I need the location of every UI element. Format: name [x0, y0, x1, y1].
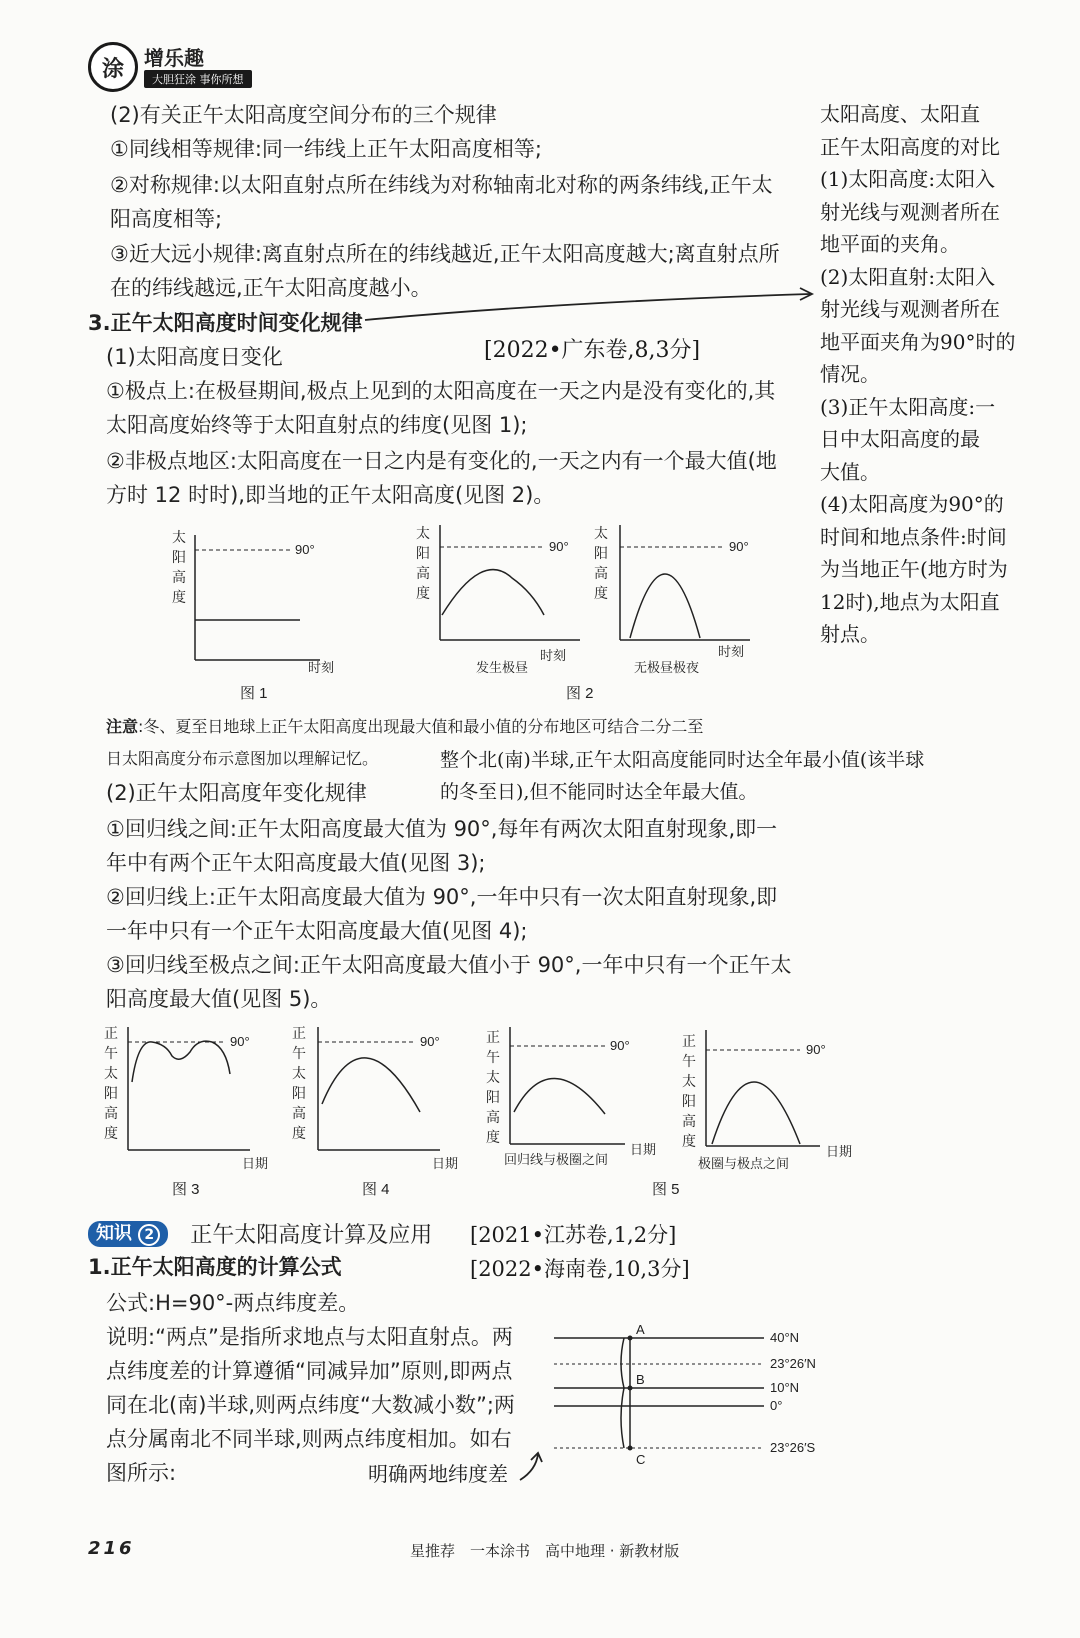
- knowledge-badge-label: 知识: [96, 1222, 132, 1244]
- x-label: 时刻: [718, 644, 745, 659]
- knowledge-badge: [88, 1221, 168, 1247]
- y-label-char: 高: [416, 565, 430, 581]
- formula-text: 公式:H=90°-两点纬度差。: [106, 1291, 360, 1315]
- sub-label-arctic-pole: 极圈与极点之间: [698, 1156, 790, 1171]
- rule-3-line-1: ③近大远小规律:离直射点所在的纬线越近,正午太阳高度越大;离直射点所: [110, 242, 780, 266]
- sun-height-curve: [442, 570, 544, 615]
- ref-90-label: 90°: [230, 1034, 250, 1049]
- point-C: [628, 1446, 633, 1451]
- figure-5b: [682, 1030, 852, 1171]
- exam-note-jiangsu: [2021•江苏卷,1,2分]: [470, 1223, 677, 1247]
- note-line-1: [106, 712, 703, 742]
- explain-line-3: 同在北(南)半球,则两点纬度“大数减小数”;两: [106, 1393, 515, 1417]
- daily-p1-line-2: 太阳高度始终等于太阳直射点的纬度(见图 1);: [106, 413, 528, 437]
- margin-note-line: 太阳高度、太阳直: [820, 102, 980, 126]
- lat-label-tropic-capricorn: 23°26′S: [770, 1440, 816, 1455]
- footer-book-title: 星推荐 一本涂书 高中地理 · 新教材版: [410, 1542, 680, 1560]
- label-C: C: [636, 1452, 646, 1467]
- explain-line-2: 点纬度差的计算遵循“同减异加”原则,即两点: [106, 1359, 513, 1383]
- handwritten-latitude-note: 明确两地纬度差: [368, 1462, 508, 1486]
- figure-2b: [594, 525, 750, 675]
- y-label-char: 正: [682, 1033, 696, 1049]
- handwritten-arrow: [516, 1450, 546, 1490]
- section-a-title: (2)有关正午太阳高度空间分布的三个规律: [110, 103, 497, 127]
- y-label-char: 午: [682, 1053, 696, 1069]
- bracket-B-C: [621, 1388, 624, 1448]
- y-label-char: 阳: [172, 549, 186, 565]
- margin-note-line: (1)太阳高度:太阳入: [820, 167, 996, 191]
- annual-a2-line-1: ②回归线上:正午太阳高度最大值为 90°,一年中只有一次太阳直射现象,即: [106, 885, 778, 909]
- y-label-char: 阳: [292, 1085, 306, 1101]
- y-label-char: 阳: [486, 1089, 500, 1105]
- annual-a1-line-2: 年中有两个正午太阳高度最大值(见图 3);: [106, 851, 486, 875]
- sun-height-curve: [322, 1058, 420, 1112]
- caption-figure-3: 图 3: [172, 1181, 200, 1198]
- daily-figures: [160, 520, 780, 710]
- daily-p2-line-2: 方时 12 时时),即当地的正午太阳高度(见图 2)。: [106, 483, 555, 507]
- calc-formula-title: 1.正午太阳高度的计算公式: [88, 1255, 342, 1279]
- annual-title: (2)正午太阳高度年变化规律: [106, 781, 367, 805]
- x-label: 日期: [432, 1156, 459, 1171]
- sun-height-curve: [712, 1082, 800, 1144]
- note-handwritten-2: 的冬至日),但不能同时达全年最大值。: [440, 781, 758, 803]
- margin-note-line: 地平面的夹角。: [820, 232, 960, 256]
- note-text-1: :冬、夏至日地球上正午太阳高度出现最大值和最小值的分布地区可结合二分二至: [138, 717, 704, 736]
- figure-2a: [416, 525, 580, 675]
- caption-figure-5: 图 5: [652, 1181, 680, 1198]
- y-label-char: 太: [292, 1065, 306, 1081]
- daily-p1-line-1: ①极点上:在极昼期间,极点上见到的太阳高度在一天之内是没有变化的,其: [106, 379, 776, 403]
- exam-note-guangdong: [2022•广东卷,8,3分]: [484, 338, 701, 363]
- rule-3-line-2: 在的纬线越远,正午太阳高度越小。: [110, 276, 432, 300]
- y-label-char: 度: [292, 1125, 306, 1141]
- ref-90-label: 90°: [295, 542, 315, 557]
- margin-note-line: 射光线与观测者所在: [820, 297, 1000, 321]
- margin-note-line: (4)太阳高度为90°的: [820, 492, 1004, 516]
- logo-icon: [88, 42, 138, 92]
- ref-90-label: 90°: [549, 539, 569, 554]
- x-label: 时刻: [308, 660, 335, 675]
- margin-note-line: 日中太阳高度的最: [820, 427, 980, 451]
- rule-2-line-1: ②对称规律:以太阳直射点所在纬线为对称轴南北对称的两条纬线,正午太: [110, 173, 773, 197]
- knowledge-2-title: 正午太阳高度计算及应用: [190, 1223, 433, 1248]
- lat-label-40N: 40°N: [770, 1330, 800, 1345]
- margin-note-line: 地平面夹角为90°时的: [820, 329, 1016, 354]
- lat-label-equator: 0°: [770, 1398, 783, 1413]
- y-label-char: 太: [682, 1073, 696, 1089]
- annual-a3-line-2: 阳高度最大值(见图 5)。: [106, 987, 332, 1011]
- sub-label-tropic-arctic: 回归线与极圈之间: [504, 1152, 609, 1167]
- logo-char: 涂: [101, 56, 124, 82]
- sub-label-polar-day: 发生极昼: [476, 660, 529, 675]
- note-handwritten-1: 整个北(南)半球,正午太阳高度能同时达全年最小值(该半球: [440, 749, 925, 771]
- daily-p2-line-1: ②非极点地区:太阳高度在一日之内是有变化的,一天之内有一个最大值(地: [106, 449, 777, 473]
- y-label-char: 午: [104, 1045, 118, 1061]
- y-label-char: 午: [292, 1045, 306, 1061]
- y-label-char: 度: [594, 585, 608, 601]
- margin-note-line: 为当地正午(地方时为: [820, 557, 1008, 581]
- y-label-char: 正: [292, 1025, 306, 1041]
- y-label-char: 太: [416, 525, 430, 541]
- annual-figures: [100, 1022, 880, 1207]
- y-label-char: 阳: [594, 545, 608, 561]
- label-A: A: [636, 1322, 645, 1337]
- annual-a3-line-1: ③回归线至极点之间:正午太阳高度最大值小于 90°,一年中只有一个正午太: [106, 953, 792, 977]
- figure-1: [172, 529, 334, 675]
- note-line-2: 日太阳高度分布示意图加以理解记忆。: [106, 749, 379, 768]
- x-label: 时刻: [540, 648, 567, 663]
- rule-1: ①同线相等规律:同一纬线上正午太阳高度相等;: [110, 137, 542, 161]
- annual-a1-line-1: ①回归线之间:正午太阳高度最大值为 90°,每年有两次太阳直射现象,即一: [106, 817, 778, 841]
- exam-note-hainan: [2022•海南卷,10,3分]: [470, 1257, 690, 1281]
- bracket-A-B: [621, 1338, 624, 1388]
- margin-note-line: (3)正午太阳高度:一: [820, 394, 996, 419]
- margin-note: [820, 98, 1020, 651]
- x-label: 日期: [630, 1142, 657, 1157]
- margin-note-line: 情况。: [820, 362, 880, 386]
- y-label-char: 阳: [682, 1093, 696, 1109]
- point-A: [628, 1336, 633, 1341]
- margin-note-line: (2)太阳直射:太阳入: [820, 264, 996, 289]
- note-label: 注意: [106, 717, 139, 736]
- lat-label-10N: 10°N: [770, 1380, 800, 1395]
- page-number: 216: [88, 1538, 135, 1559]
- sun-height-curve: [514, 1078, 605, 1114]
- caption-figure-2: 图 2: [566, 685, 594, 702]
- y-label-char: 度: [486, 1129, 500, 1145]
- ref-90-label: 90°: [420, 1034, 440, 1049]
- y-label-char: 正: [486, 1029, 500, 1045]
- y-label-char: 高: [292, 1105, 306, 1121]
- sun-height-curve: [132, 1041, 230, 1082]
- arrow-to-margin-note: [360, 282, 820, 332]
- explain-line-1: 说明:“两点”是指所求地点与太阳直射点。两: [106, 1325, 513, 1349]
- y-label-char: 正: [104, 1025, 118, 1041]
- ref-90-label: 90°: [610, 1038, 630, 1053]
- figure-5a: [486, 1027, 656, 1167]
- margin-note-line: 时间和地点条件:时间: [820, 524, 1007, 549]
- header-logo: [88, 42, 252, 92]
- knowledge-2-heading: [88, 1218, 432, 1249]
- explain-line-5: 图所示:: [106, 1461, 177, 1485]
- y-label-char: 午: [486, 1049, 500, 1065]
- y-label-char: 太: [594, 525, 608, 541]
- section-3-title: 3.正午太阳高度时间变化规律: [88, 311, 363, 335]
- sub-label-no-polar: 无极昼极夜: [634, 660, 700, 675]
- sun-height-curve: [630, 574, 700, 638]
- y-label-char: 高: [486, 1109, 500, 1125]
- sub-daily-title: (1)太阳高度日变化: [106, 345, 283, 369]
- knowledge-badge-number: 2: [138, 1224, 160, 1246]
- y-label-char: 太: [104, 1065, 118, 1081]
- label-B: B: [636, 1372, 645, 1387]
- y-label-char: 阳: [104, 1085, 118, 1101]
- margin-note-line: 大值。: [820, 459, 880, 484]
- y-label-char: 高: [172, 569, 186, 585]
- y-label-char: 度: [416, 585, 430, 601]
- brand-slogan: 大胆狂涂 事你所想: [144, 70, 252, 88]
- margin-note-line: 12时),地点为太阳直: [820, 589, 1000, 614]
- margin-note-line: 正午太阳高度的对比: [820, 134, 1000, 159]
- y-label-char: 高: [682, 1113, 696, 1129]
- explain-line-4: 点分属南北不同半球,则两点纬度相加。如右: [106, 1427, 512, 1451]
- latitude-diagram: [548, 1320, 848, 1470]
- caption-figure-4: 图 4: [362, 1181, 390, 1198]
- y-label-char: 高: [104, 1105, 118, 1121]
- figure-3: [104, 1025, 268, 1198]
- margin-note-line: 射光线与观测者所在: [820, 199, 1000, 224]
- x-label: 日期: [826, 1144, 853, 1159]
- y-label-char: 阳: [416, 545, 430, 561]
- annual-a2-line-2: 一年中只有一个正午太阳高度最大值(见图 4);: [106, 919, 528, 943]
- y-label-char: 太: [486, 1069, 500, 1085]
- ref-90-label: 90°: [806, 1042, 826, 1057]
- y-label-char: 太: [172, 529, 186, 545]
- y-label-char: 度: [682, 1133, 696, 1149]
- ref-90-label: 90°: [729, 539, 749, 554]
- x-label: 日期: [242, 1156, 269, 1171]
- y-label-char: 度: [172, 589, 186, 605]
- rule-2-line-2: 阳高度相等;: [110, 207, 223, 231]
- brand-name: 增乐趣: [144, 46, 204, 70]
- y-label-char: 高: [594, 565, 608, 581]
- y-label-char: 度: [104, 1125, 118, 1141]
- caption-figure-1: 图 1: [240, 685, 268, 702]
- point-B: [628, 1386, 633, 1391]
- lat-label-tropic-cancer: 23°26′N: [770, 1356, 816, 1371]
- figure-4: [292, 1025, 458, 1198]
- margin-note-line: 射点。: [820, 622, 880, 646]
